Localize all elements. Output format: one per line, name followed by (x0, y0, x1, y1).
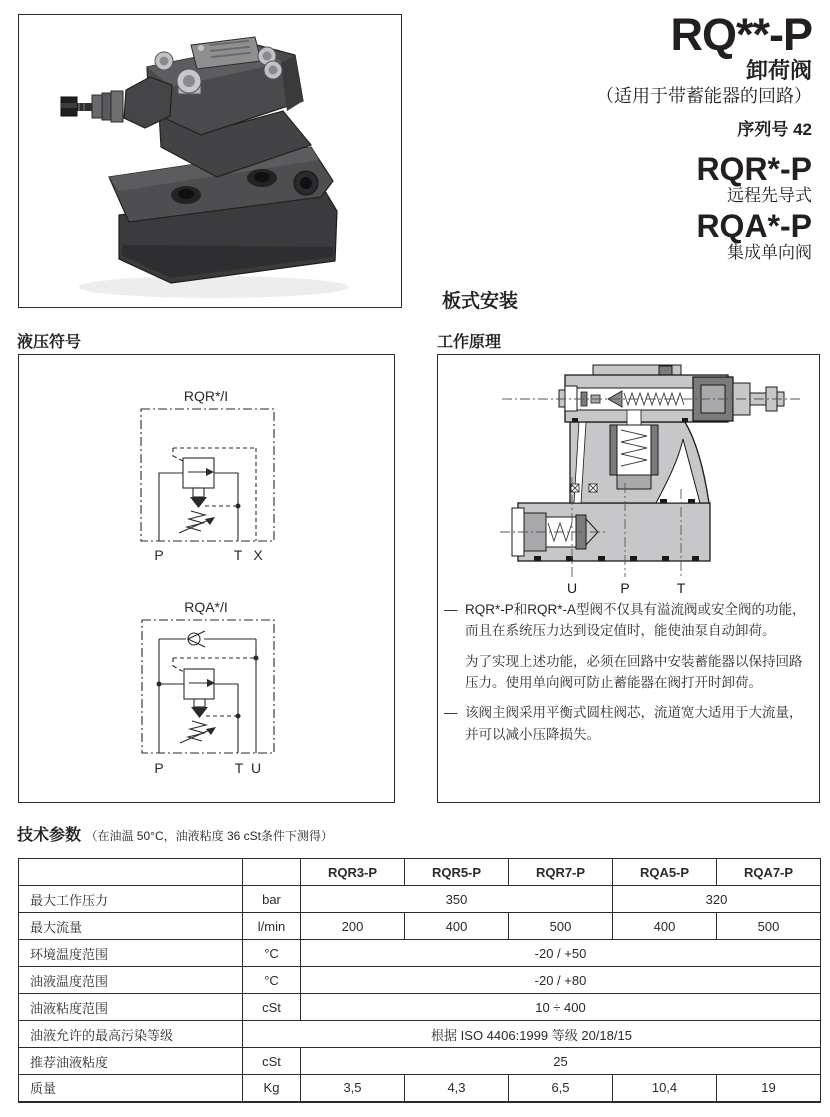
row-recommended-viscosity (19, 1048, 821, 1075)
spec-value: 25 (301, 1048, 821, 1075)
spec-value: 19 (717, 1075, 821, 1102)
specs-table (18, 858, 821, 1103)
spec-value: 200 (301, 913, 405, 940)
spec-unit: Kg (243, 1075, 301, 1102)
specs-header-row (19, 859, 821, 886)
model-description: 卸荷阀 (745, 58, 812, 83)
spec-unit: cSt (243, 1048, 301, 1075)
principle-note-3 (444, 702, 812, 745)
empty-cell (19, 859, 243, 886)
adjustment-screw (61, 77, 172, 128)
spec-value: 10 ÷ 400 (301, 994, 821, 1021)
variant1-code: RQR*-P (696, 150, 812, 187)
title-block (412, 9, 812, 264)
spec-value: -20 / +50 (301, 940, 821, 967)
spec-value: 320 (613, 886, 821, 913)
spec-value: 350 (301, 886, 613, 913)
section-port-u: U (566, 580, 578, 596)
row-mass (19, 1075, 821, 1102)
row-oil-temp (19, 967, 821, 994)
spec-label: 环境温度范围 (19, 940, 243, 967)
hydraulic-symbols-diagram (19, 355, 393, 801)
bullet-text: RQR*-P和RQR*-A型阀不仅具有溢流阀或安全阀的功能，而且在系统压力达到设定值时，能使油泵自动卸荷。 (465, 602, 806, 639)
spec-value: -20 / +80 (301, 967, 821, 994)
spec-unit: °C (243, 967, 301, 994)
row-contamination (19, 1021, 821, 1048)
symbols-box (18, 354, 395, 803)
section-port-t: T (676, 580, 686, 596)
spec-value: 4,3 (405, 1075, 509, 1102)
spec-value: 根据 ISO 4406:1999 等级 20/18/15 (243, 1021, 821, 1048)
spec-label: 油液允许的最高污染等级 (19, 1021, 243, 1048)
diagram2-port-u: U (250, 760, 262, 776)
diagram1-label: RQR*/I (183, 388, 229, 404)
principle-notes (444, 599, 812, 754)
product-photo (18, 14, 402, 308)
row-ambient-temp (19, 940, 821, 967)
spec-value: 500 (717, 913, 821, 940)
model-code: RQ**-P (670, 9, 812, 60)
spec-label: 油液粘度范围 (19, 994, 243, 1021)
bullet-dash: — (444, 602, 458, 617)
spec-value: 500 (509, 913, 613, 940)
spec-unit: cSt (243, 994, 301, 1021)
spec-label: 最大流量 (19, 913, 243, 940)
variant2-code: RQA*-P (696, 208, 812, 245)
principle-box (437, 354, 820, 803)
variant2-description: 集成单向阀 (727, 243, 812, 263)
row-viscosity-range (19, 994, 821, 1021)
specs-section-title (17, 822, 333, 845)
symbols-section-title: 液压符号 (17, 334, 82, 351)
principle-note-1 (444, 599, 812, 642)
spec-value: 400 (613, 913, 717, 940)
variant1-description: 远程先导式 (727, 185, 812, 205)
spec-label: 推荐油液粘度 (19, 1048, 243, 1075)
column-header: RQR3-P (301, 859, 405, 886)
spec-label: 质量 (19, 1075, 243, 1102)
column-header: RQA5-P (613, 859, 717, 886)
diagram2-port-p: P (154, 760, 164, 776)
bullet-text: 该阀主阀采用平衡式圆柱阀芯，流道宽大适用于大流量，并可以减小压降损失。 (465, 705, 803, 742)
spec-value: 6,5 (509, 1075, 613, 1102)
principle-note-2 (444, 651, 812, 694)
column-header: RQA7-P (717, 859, 821, 886)
bullet-text: 为了实现上述功能，必须在回路中安装蓄能器以保持回路压力。使用单向阀可防止蓄能器在阀打开时卸荷。 (465, 653, 803, 690)
spec-label: 最大工作压力 (19, 886, 243, 913)
bullet-dash (444, 651, 465, 694)
specs-title: 技术参数 (17, 827, 82, 844)
diagram1-port-x: X (253, 547, 263, 563)
principle-section-title: 工作原理 (437, 334, 502, 351)
row-max-pressure (19, 886, 821, 913)
specs-note: （在油温 50°C，油液粘度 36 cSt条件下测得） (85, 829, 333, 843)
column-header: RQR7-P (509, 859, 613, 886)
spec-value: 3,5 (301, 1075, 405, 1102)
empty-cell (243, 859, 301, 886)
section-port-p: P (620, 580, 630, 596)
spec-label: 油液温度范围 (19, 967, 243, 994)
spec-unit: °C (243, 940, 301, 967)
product-photo-illustration (19, 15, 401, 307)
row-max-flow (19, 913, 821, 940)
spec-unit: l/min (243, 913, 301, 940)
model-note: （适用于带蓄能器的回路） (596, 86, 812, 107)
diagram1-port-t: T (233, 547, 243, 563)
diagram2-label: RQA*/I (184, 599, 228, 615)
spec-value: 400 (405, 913, 509, 940)
spec-unit: bar (243, 886, 301, 913)
column-header: RQR5-P (405, 859, 509, 886)
bullet-dash: — (444, 705, 458, 721)
valve-cross-section (438, 355, 818, 599)
mounting-type: 板式安装 (442, 291, 519, 312)
diagram1-port-p: P (154, 547, 164, 563)
series-number: 序列号 42 (737, 119, 812, 139)
spec-value: 10,4 (613, 1075, 717, 1102)
diagram2-port-t: T (234, 760, 244, 776)
